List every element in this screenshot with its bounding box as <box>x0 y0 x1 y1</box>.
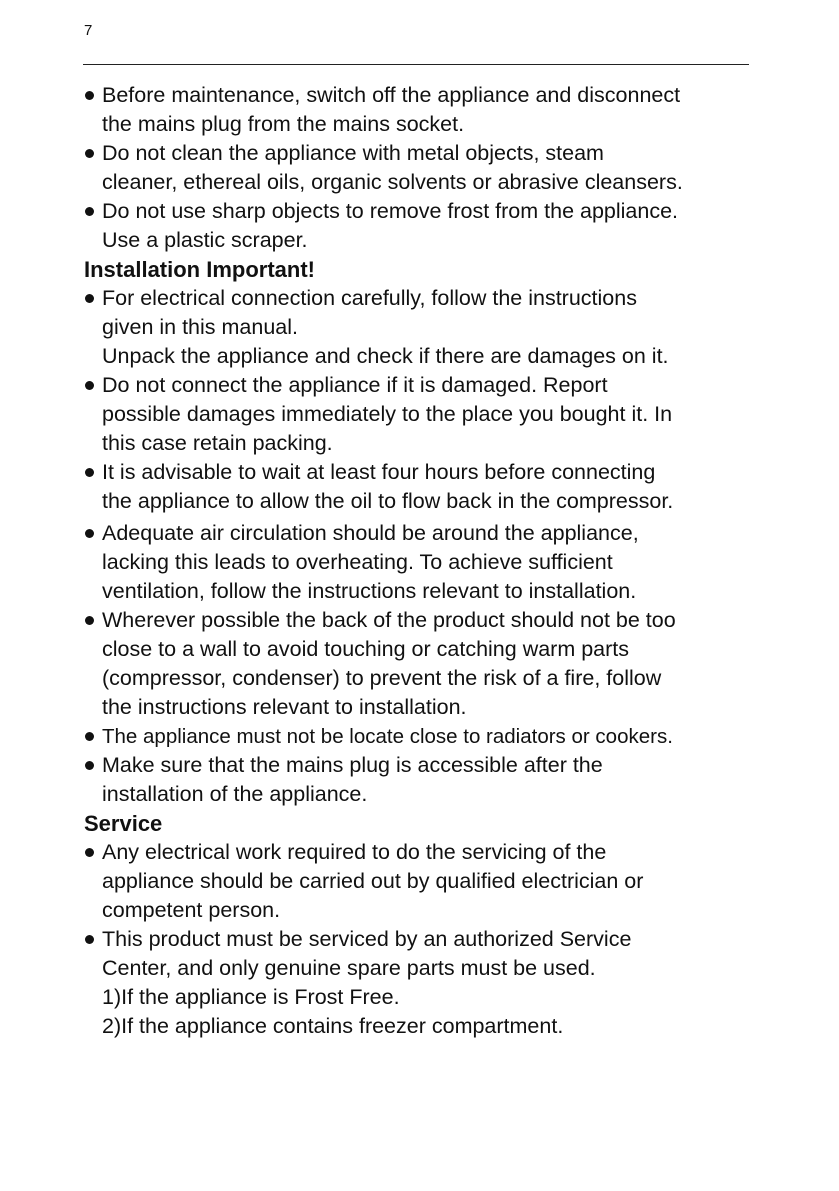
page-content <box>84 81 764 1041</box>
bullet-icon <box>85 761 94 770</box>
service-heading: Service <box>84 811 163 836</box>
maintenance-list <box>84 81 764 255</box>
list-item <box>84 722 764 751</box>
bullet-icon <box>85 207 94 216</box>
item-line: Do not use sharp objects to remove frost from the appliance. <box>102 199 679 223</box>
item-line: lacking this leads to overheating. To achieve sufficient <box>102 550 613 574</box>
bullet-icon <box>85 381 94 390</box>
list-item <box>84 606 764 722</box>
item-line: cleaner, ethereal oils, organic solvents or abrasive cleansers. <box>102 170 683 194</box>
list-item <box>84 925 764 1041</box>
list-item <box>84 81 764 139</box>
item-line: It is advisable to wait at least four hours before connecting <box>102 460 656 484</box>
list-item <box>84 519 764 606</box>
item-line: Do not connect the appliance if it is damaged. Report <box>102 373 608 397</box>
service-list <box>84 838 764 1041</box>
installation-list <box>84 284 764 809</box>
bullet-icon <box>85 149 94 158</box>
list-item <box>84 139 764 197</box>
bullet-icon <box>85 529 94 538</box>
item-line: competent person. <box>102 898 281 922</box>
bullet-icon <box>85 848 94 857</box>
item-line: the instructions relevant to installation. <box>102 695 467 719</box>
page-number: 7 <box>84 22 93 39</box>
item-line: Wherever possible the back of the product should not be too <box>102 608 676 632</box>
item-line: close to a wall to avoid touching or catching warm parts <box>102 637 630 661</box>
bullet-icon <box>85 616 94 625</box>
item-line: Center, and only genuine spare parts must be used. <box>102 956 596 980</box>
bullet-icon <box>85 294 94 303</box>
item-line: Do not clean the appliance with metal objects, steam <box>102 141 604 165</box>
list-item <box>84 838 764 925</box>
list-item <box>84 197 764 255</box>
list-item <box>84 458 764 516</box>
item-line: the appliance to allow the oil to flow back in the compressor. <box>102 489 674 513</box>
item-line: 1)If the appliance is Frost Free. <box>102 985 400 1009</box>
bullet-icon <box>85 732 94 741</box>
item-line: possible damages immediately to the place you bought it. In <box>102 402 673 426</box>
item-line: Use a plastic scraper. <box>102 228 308 252</box>
list-item <box>84 371 764 458</box>
item-line: appliance should be carried out by qualified electrician or <box>102 869 644 893</box>
installation-heading: Installation Important! <box>84 257 315 282</box>
bullet-icon <box>85 91 94 100</box>
list-item <box>84 284 764 371</box>
item-line: (compressor, condenser) to prevent the risk of a fire, follow <box>102 666 662 690</box>
item-line: installation of the appliance. <box>102 782 368 806</box>
item-line: For electrical connection carefully, follow the instructions <box>102 286 637 310</box>
item-line: This product must be serviced by an authorized Service <box>102 927 632 951</box>
item-line: the mains plug from the mains socket. <box>102 112 465 136</box>
list-item <box>84 751 764 809</box>
item-line: Unpack the appliance and check if there are damages on it. <box>102 344 669 368</box>
item-line: Any electrical work required to do the servicing of the <box>102 840 607 864</box>
item-line: this case retain packing. <box>102 431 333 455</box>
bullet-icon <box>85 935 94 944</box>
item-line: The appliance must not be locate close to radiators or cookers. <box>102 725 673 748</box>
item-line: ventilation, follow the instructions relevant to installation. <box>102 579 637 603</box>
header-rule <box>83 64 749 65</box>
item-line: 2)If the appliance contains freezer compartment. <box>102 1014 564 1038</box>
item-line: Before maintenance, switch off the appliance and disconnect <box>102 83 681 107</box>
item-line: Make sure that the mains plug is accessible after the <box>102 753 603 777</box>
item-line: given in this manual. <box>102 315 298 339</box>
bullet-icon <box>85 468 94 477</box>
item-line: Adequate air circulation should be around the appliance, <box>102 521 639 545</box>
